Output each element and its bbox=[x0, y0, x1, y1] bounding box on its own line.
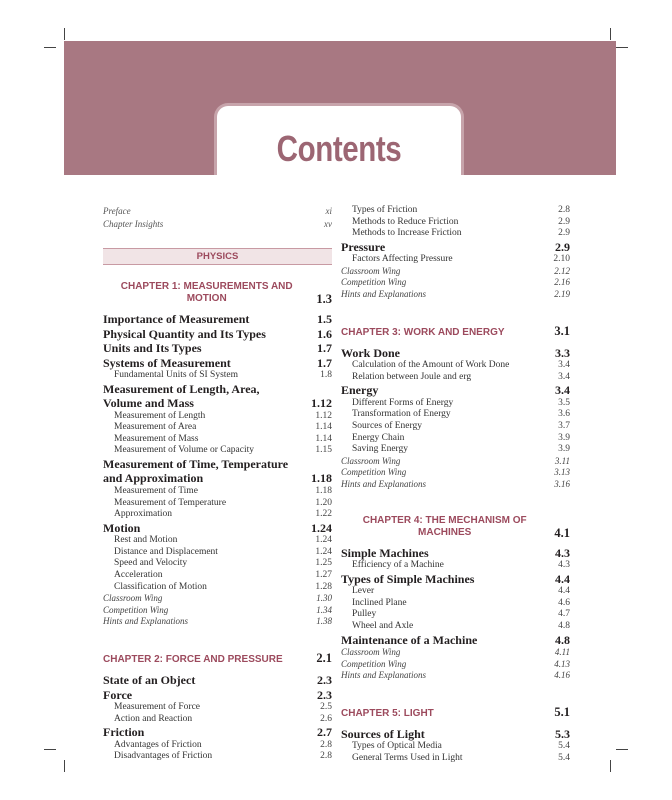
entry-page: 3.6 bbox=[558, 409, 570, 420]
toc-sub-entry[interactable] bbox=[103, 558, 332, 570]
entry-page: 4.7 bbox=[558, 609, 570, 620]
entry-label: Lever bbox=[352, 586, 375, 597]
entry-page: 4.6 bbox=[558, 597, 570, 608]
entry-label: Disadvantages of Friction bbox=[114, 751, 213, 762]
chapter-title bbox=[341, 327, 548, 339]
entry-label: Efficiency of a Machine bbox=[352, 560, 444, 571]
toc-sub-entry[interactable] bbox=[341, 398, 570, 410]
entry-label bbox=[103, 382, 260, 411]
toc-chapter-heading[interactable] bbox=[103, 652, 332, 666]
entry-label: Competition Wing bbox=[341, 467, 407, 478]
spacer bbox=[103, 628, 332, 636]
entry-page: 2.3 bbox=[317, 673, 332, 687]
chapter-page: 4.1 bbox=[554, 525, 570, 540]
entry-page: 4.3 bbox=[558, 560, 570, 571]
toc-sub-entry[interactable] bbox=[103, 714, 332, 726]
entry-label: Transformation of Energy bbox=[352, 409, 451, 420]
chapter-title-line: MACHINES bbox=[418, 526, 472, 538]
chapter-title bbox=[341, 515, 548, 539]
entry-page: 1.20 bbox=[315, 497, 332, 508]
toc-main-entry[interactable] bbox=[103, 382, 332, 411]
entry-page: 3.4 bbox=[558, 360, 570, 371]
toc-chapter-heading[interactable] bbox=[341, 325, 570, 339]
toc-extra-entry[interactable] bbox=[341, 266, 570, 278]
toc-main-entry[interactable] bbox=[103, 688, 332, 703]
chapter-title-line: CHAPTER 5: LIGHT bbox=[341, 707, 434, 719]
toc-main-entry[interactable] bbox=[341, 383, 570, 398]
spacer bbox=[341, 539, 570, 546]
crop-mark bbox=[44, 749, 56, 750]
entry-label: Hints and Explanations bbox=[341, 479, 426, 489]
toc-sub-entry[interactable] bbox=[341, 741, 570, 753]
toc-main-entry[interactable] bbox=[341, 346, 570, 361]
entry-page: 4.3 bbox=[555, 545, 570, 560]
entry-label: Approximation bbox=[114, 509, 173, 520]
entry-page: 1.12 bbox=[315, 410, 332, 421]
entry-label: Speed and Velocity bbox=[114, 558, 188, 569]
toc-main-entry[interactable] bbox=[341, 240, 570, 255]
entry-label-line: Volume and Mass bbox=[103, 396, 194, 411]
entry-label: Relation between Joule and erg bbox=[352, 371, 472, 382]
toc-main-entry[interactable] bbox=[103, 312, 332, 327]
entry-page: 1.14 bbox=[315, 422, 332, 433]
entry-page: 1.30 bbox=[316, 593, 332, 604]
entry-label: Measurement of Force bbox=[114, 702, 200, 712]
toc-sub-entry[interactable] bbox=[103, 740, 332, 752]
toc-extra-entry[interactable] bbox=[103, 605, 332, 617]
toc-sub-entry[interactable] bbox=[103, 411, 332, 423]
entry-page: 1.38 bbox=[316, 616, 332, 627]
toc-sub-entry[interactable] bbox=[103, 547, 332, 559]
toc-sub-entry[interactable] bbox=[341, 254, 570, 266]
entry-page: 2.9 bbox=[558, 228, 570, 239]
chapter-title bbox=[103, 281, 310, 305]
toc-sub-entry[interactable] bbox=[341, 753, 570, 765]
entry-page: 1.5 bbox=[317, 312, 332, 326]
toc-sub-entry[interactable] bbox=[341, 586, 570, 598]
entry-page: 1.24 bbox=[315, 546, 332, 557]
entry-page: 2.8 bbox=[320, 739, 332, 750]
toc-sub-entry[interactable] bbox=[103, 582, 332, 594]
entry-label: Sources of Energy bbox=[352, 421, 423, 432]
entry-page: 2.16 bbox=[554, 277, 570, 288]
entry-label: Chapter Insights bbox=[103, 219, 164, 229]
entry-label: Inclined Plane bbox=[352, 597, 407, 608]
entry-page: 1.22 bbox=[315, 509, 332, 520]
toc-main-entry[interactable] bbox=[103, 725, 332, 740]
toc-extra-entry[interactable] bbox=[341, 456, 570, 468]
entry-label: Energy bbox=[341, 383, 379, 398]
toc-sub-entry[interactable] bbox=[341, 360, 570, 372]
toc-extra-entry[interactable] bbox=[341, 659, 570, 671]
entry-label: Systems of Measurement bbox=[103, 355, 231, 370]
spacer bbox=[103, 305, 332, 312]
entry-page: 1.18 bbox=[315, 485, 332, 496]
toc-sub-entry[interactable] bbox=[103, 702, 332, 714]
entry-page: 1.12 bbox=[311, 396, 332, 411]
toc-sub-entry[interactable] bbox=[341, 217, 570, 229]
entry-label: Importance of Measurement bbox=[103, 312, 250, 326]
crop-mark bbox=[610, 760, 611, 772]
toc-chapter-heading[interactable] bbox=[103, 281, 332, 305]
entry-page: 4.13 bbox=[554, 658, 570, 669]
entry-label: Hints and Explanations bbox=[341, 289, 426, 300]
entry-label: Classroom Wing bbox=[103, 593, 163, 604]
entry-page: 5.4 bbox=[558, 741, 570, 752]
toc-extra-entry[interactable] bbox=[341, 289, 570, 301]
toc-sub-entry[interactable] bbox=[341, 444, 570, 456]
entry-label: Friction bbox=[103, 725, 145, 740]
entry-label: Energy Chain bbox=[352, 432, 405, 443]
entry-label: Measurement of Length bbox=[114, 410, 206, 421]
entry-page: 2.7 bbox=[317, 725, 332, 740]
chapter-title-line: CHAPTER 2: FORCE AND PRESSURE bbox=[103, 654, 283, 665]
chapter-page: 1.3 bbox=[316, 292, 332, 306]
toc-sub-entry[interactable] bbox=[103, 570, 332, 582]
entry-label-line: and Approximation bbox=[103, 471, 204, 486]
entry-label: Force bbox=[103, 687, 133, 702]
entry-page: 3.4 bbox=[558, 371, 570, 382]
toc-extra-entry[interactable] bbox=[103, 616, 332, 628]
entry-label-line: Measurement of Length, Area, bbox=[103, 381, 260, 396]
entry-label: Hints and Explanations bbox=[103, 616, 188, 627]
entry-page: 5.4 bbox=[558, 752, 570, 763]
toc-sub-entry[interactable] bbox=[341, 205, 570, 217]
toc-sub-entry[interactable] bbox=[103, 422, 332, 434]
entry-label: Physical Quantity and Its Types bbox=[103, 326, 266, 341]
toc-left-column bbox=[103, 205, 332, 763]
toc-sub-entry[interactable] bbox=[103, 751, 332, 763]
entry-label: Measurement of Temperature bbox=[114, 497, 227, 508]
entry-page: 1.8 bbox=[320, 370, 332, 380]
entry-label: Maintenance of a Machine bbox=[341, 632, 478, 647]
entry-page: 3.9 bbox=[558, 444, 570, 455]
crop-mark bbox=[64, 760, 65, 772]
toc-chapter-heading[interactable] bbox=[341, 515, 570, 539]
entry-label: Acceleration bbox=[114, 570, 163, 581]
entry-page: 2.9 bbox=[555, 239, 570, 254]
toc-extra-entry[interactable] bbox=[103, 593, 332, 605]
entry-page: xv bbox=[324, 219, 332, 229]
entry-label: State of an Object bbox=[103, 673, 196, 687]
toc-extra-entry[interactable] bbox=[341, 479, 570, 491]
entry-page: 2.6 bbox=[320, 713, 332, 724]
entry-page: 4.4 bbox=[555, 571, 570, 586]
entry-page: 2.5 bbox=[320, 702, 332, 712]
entry-page: 5.3 bbox=[555, 726, 570, 741]
entry-page: 1.18 bbox=[311, 471, 332, 486]
entry-page: 3.13 bbox=[554, 467, 570, 478]
chapter-page: 2.1 bbox=[316, 651, 332, 665]
entry-page: 3.9 bbox=[558, 432, 570, 443]
toc-sub-entry[interactable] bbox=[103, 509, 332, 521]
toc-chapter-heading[interactable] bbox=[341, 706, 570, 720]
entry-page: 4.8 bbox=[555, 632, 570, 647]
entry-label: Wheel and Axle bbox=[352, 620, 414, 631]
spacer bbox=[341, 682, 570, 690]
chapter-title-line: CHAPTER 4: THE MECHANISM OF bbox=[362, 514, 527, 526]
toc-list bbox=[341, 205, 570, 765]
toc-extra-entry[interactable] bbox=[341, 647, 570, 659]
entry-page: 4.16 bbox=[554, 670, 570, 681]
entry-label: Methods to Increase Friction bbox=[352, 228, 462, 239]
entry-page: 1.24 bbox=[311, 520, 332, 535]
entry-label: Advantages of Friction bbox=[114, 739, 202, 750]
spacer bbox=[341, 339, 570, 346]
entry-page: 1.15 bbox=[315, 445, 332, 456]
entry-label: Pressure bbox=[341, 239, 386, 254]
entry-label: General Terms Used in Light bbox=[352, 752, 463, 763]
entry-label: Motion bbox=[103, 520, 141, 535]
toc-extra-entry[interactable] bbox=[341, 277, 570, 289]
crop-mark bbox=[610, 28, 611, 40]
entry-label: Types of Optical Media bbox=[352, 741, 442, 752]
toc-main-entry[interactable] bbox=[341, 572, 570, 587]
toc-sub-entry[interactable] bbox=[103, 535, 332, 547]
entry-page: 1.24 bbox=[315, 535, 332, 546]
entry-label: Types of Friction bbox=[352, 205, 418, 215]
entry-page: 3.5 bbox=[558, 397, 570, 408]
entry-page: 3.7 bbox=[558, 421, 570, 432]
entry-page: 1.7 bbox=[317, 341, 332, 355]
toc-sub-entry[interactable] bbox=[341, 598, 570, 610]
entry-page: 1.28 bbox=[315, 581, 332, 592]
entry-label: Simple Machines bbox=[341, 545, 429, 560]
entry-label: Measurement of Area bbox=[114, 422, 197, 433]
chapter-title-line: MOTION bbox=[186, 293, 227, 304]
entry-page: 2.8 bbox=[320, 751, 332, 762]
entry-label: Measurement of Volume or Capacity bbox=[114, 445, 255, 456]
entry-label: Work Done bbox=[341, 345, 401, 360]
entry-label: Sources of Light bbox=[341, 726, 425, 741]
chapter-title bbox=[341, 708, 548, 720]
entry-page: 3.4 bbox=[555, 383, 570, 398]
toc-sub-entry[interactable] bbox=[341, 621, 570, 633]
crop-mark bbox=[616, 749, 628, 750]
spacer bbox=[103, 666, 332, 673]
chapter-title bbox=[103, 654, 310, 666]
entry-label: Fundamental Units of SI System bbox=[114, 370, 239, 380]
toc-sub-entry[interactable] bbox=[103, 434, 332, 446]
toc-extra-entry[interactable] bbox=[341, 467, 570, 479]
section-heading: PHYSICS bbox=[103, 248, 332, 265]
entry-page: 2.8 bbox=[558, 205, 570, 215]
entry-label: Action and Reaction bbox=[114, 713, 193, 724]
entry-label: Types of Simple Machines bbox=[341, 571, 475, 586]
entry-page: 1.7 bbox=[317, 355, 332, 370]
entry-page: 4.4 bbox=[558, 586, 570, 597]
entry-label: Competition Wing bbox=[341, 658, 407, 669]
toc-main-entry[interactable] bbox=[341, 727, 570, 742]
toc-sub-entry[interactable] bbox=[341, 228, 570, 240]
spacer bbox=[341, 301, 570, 309]
entry-label: Rest and Motion bbox=[114, 535, 178, 546]
entry-label: Classroom Wing bbox=[341, 647, 401, 658]
entry-label: Hints and Explanations bbox=[341, 670, 426, 681]
toc-sub-entry[interactable] bbox=[103, 445, 332, 457]
entry-label: Pulley bbox=[352, 609, 377, 620]
page-title: Contents bbox=[276, 128, 402, 169]
toc-right-column bbox=[341, 205, 570, 765]
entry-label: Classroom Wing bbox=[341, 455, 401, 466]
entry-page: 4.8 bbox=[558, 620, 570, 631]
chapter-page: 3.1 bbox=[554, 323, 570, 338]
entry-label: Units and Its Types bbox=[103, 341, 202, 355]
entry-label: Different Forms of Energy bbox=[352, 397, 454, 408]
toc-main-entry[interactable] bbox=[103, 356, 332, 371]
entry-page: xi bbox=[325, 206, 332, 216]
entry-label: Saving Energy bbox=[352, 444, 409, 455]
entry-label: Calculation of the Amount of Work Done bbox=[352, 360, 510, 371]
crop-mark bbox=[64, 28, 65, 40]
toc-main-entry[interactable] bbox=[103, 341, 332, 356]
entry-label: Factors Affecting Pressure bbox=[352, 254, 453, 265]
toc-sub-entry[interactable] bbox=[341, 409, 570, 421]
entry-page: 2.12 bbox=[554, 265, 570, 276]
toc-front-entry[interactable] bbox=[103, 205, 332, 218]
toc-sub-entry[interactable] bbox=[103, 486, 332, 498]
entry-label: Preface bbox=[103, 206, 131, 216]
entry-page: 3.16 bbox=[554, 479, 570, 489]
entry-page: 1.6 bbox=[317, 326, 332, 341]
entry-label: Measurement of Time bbox=[114, 485, 198, 496]
toc-main-entry[interactable] bbox=[103, 457, 332, 486]
entry-label bbox=[103, 457, 288, 486]
entry-page: 4.11 bbox=[554, 647, 570, 658]
toc-main-entry[interactable] bbox=[341, 633, 570, 648]
toc-main-entry[interactable] bbox=[103, 327, 332, 342]
toc-sub-entry[interactable] bbox=[341, 433, 570, 445]
toc-main-entry[interactable] bbox=[103, 673, 332, 688]
entry-page: 2.10 bbox=[553, 254, 570, 265]
title-tab bbox=[214, 103, 464, 175]
chapter-page: 5.1 bbox=[554, 704, 570, 719]
entry-label: Competition Wing bbox=[103, 604, 169, 615]
entry-page: 2.3 bbox=[317, 687, 332, 702]
entry-page: 1.34 bbox=[316, 604, 332, 615]
crop-mark bbox=[616, 47, 628, 48]
entry-label: Classification of Motion bbox=[114, 581, 207, 592]
toc-list bbox=[103, 281, 332, 763]
toc-sub-entry[interactable] bbox=[341, 609, 570, 621]
entry-label: Methods to Reduce Friction bbox=[352, 216, 459, 227]
toc-sub-entry[interactable] bbox=[341, 421, 570, 433]
spacer bbox=[341, 491, 570, 499]
entry-label: Measurement of Mass bbox=[114, 433, 199, 444]
spacer bbox=[341, 720, 570, 727]
entry-label: Classroom Wing bbox=[341, 265, 401, 276]
toc-sub-entry[interactable] bbox=[103, 498, 332, 510]
toc-extra-entry[interactable] bbox=[341, 670, 570, 682]
toc-sub-entry[interactable] bbox=[341, 560, 570, 572]
toc-sub-entry[interactable] bbox=[341, 372, 570, 384]
chapter-title-line: CHAPTER 3: WORK AND ENERGY bbox=[341, 326, 505, 338]
entry-label: Competition Wing bbox=[341, 277, 407, 288]
entry-page: 2.19 bbox=[554, 289, 570, 300]
crop-mark bbox=[44, 47, 56, 48]
toc-main-entry[interactable] bbox=[341, 546, 570, 561]
entry-label: Distance and Displacement bbox=[114, 546, 218, 557]
entry-page: 3.3 bbox=[555, 345, 570, 360]
entry-label-line: Measurement of Time, Temperature bbox=[103, 456, 289, 471]
toc-front-entry[interactable] bbox=[103, 218, 332, 231]
entry-page: 1.27 bbox=[315, 570, 332, 581]
toc-sub-entry[interactable] bbox=[103, 370, 332, 382]
entry-page: 1.14 bbox=[315, 433, 332, 444]
toc-main-entry[interactable] bbox=[103, 521, 332, 536]
chapter-title-line: CHAPTER 1: MEASUREMENTS AND bbox=[120, 281, 293, 292]
entry-page: 3.11 bbox=[554, 455, 570, 466]
entry-page: 1.25 bbox=[315, 558, 332, 569]
entry-page: 2.9 bbox=[558, 216, 570, 227]
